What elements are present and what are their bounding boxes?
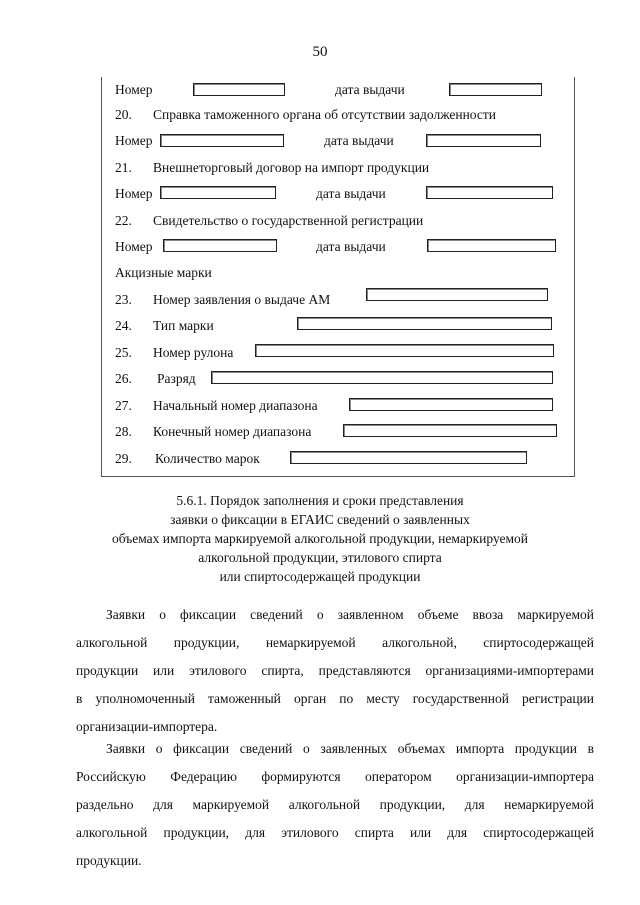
item-number: 28. [115,424,132,439]
customs-certificate-label: Справка таможенного органа об отсутствии задолженности [153,107,497,122]
registration-certificate-label: Свидетельство о государственной регистрации [153,213,424,228]
item-number: 21. [115,160,132,175]
section-heading-line: заявки о фиксации в ЕГАИС сведений о заявленных [170,512,470,527]
stamp-count-label: Количество марок [155,451,260,466]
paragraph-line: алкогольной продукции, немаркируемой алкогольной, спиртосодержащей [76,635,594,650]
excise-stamps-header: Акцизные марки [115,265,212,280]
date-label: дата выдачи [316,186,386,201]
item-number: 24. [115,318,132,333]
paragraph-line: раздельно для маркируемой алкогольной продукции, для немаркируемой [76,797,594,812]
trade-contract-number-field[interactable] [160,186,276,199]
date-label: дата выдачи [324,133,394,148]
range-end-field[interactable] [343,424,557,437]
application-number-label: Номер заявления о выдаче АМ [153,292,331,307]
section-heading-line: объемах импорта маркируемой алкогольной продукции, немаркируемой [111,531,529,546]
roll-number-field[interactable] [255,344,554,357]
digit-class-field[interactable] [211,371,553,384]
item-number: 23. [115,292,132,307]
paragraph-line: в уполномоченный таможенный орган по месту государственной регистрации [76,691,594,706]
page-number: 50 [312,44,328,60]
paragraph-line: Заявки о фиксации сведений о заявленных объемах импорта продукции в [106,741,594,756]
digit-class-label: Разряд [157,371,196,386]
number-field[interactable] [193,83,285,96]
date-field[interactable] [449,83,542,96]
number-label: Номер [115,133,153,148]
stamp-type-label: Тип марки [153,318,214,333]
trade-contract-label: Внешнеторговый договор на импорт продукции [153,160,430,175]
registration-date-field[interactable] [427,239,556,252]
paragraph-line: продукции. [76,853,142,868]
number-label: Номер [115,82,153,97]
date-label: дата выдачи [335,82,405,97]
paragraph-line: алкогольной продукции, для этилового спирта или для спиртосодержащей [76,825,594,840]
item-number: 20. [115,107,132,122]
registration-number-field[interactable] [163,239,277,252]
range-end-label: Конечный номер диапазона [153,424,312,439]
paragraph-line: продукции или этилового спирта, представляются организациями-импортерами [76,663,594,678]
paragraph-line: организации-импортера. [76,719,218,734]
item-number: 22. [115,213,132,228]
section-heading [0,491,640,586]
date-label: дата выдачи [316,239,386,254]
customs-certificate-date-field[interactable] [426,134,541,147]
customs-certificate-number-field[interactable] [160,134,284,147]
stamp-count-field[interactable] [290,451,527,464]
number-label: Номер [115,239,153,254]
section-heading-line: алкогольной продукции, этилового спирта [198,550,442,565]
paragraph-line: Российскую Федерацию формируются оператором организации-импортера [76,769,594,784]
item-number: 26. [115,371,132,386]
item-number: 27. [115,398,132,413]
item-number: 25. [115,345,132,360]
section-heading-line: 5.6.1. Порядок заполнения и сроки представления [176,493,464,508]
paragraph-2 [76,735,594,875]
number-label: Номер [115,186,153,201]
range-start-label: Начальный номер диапазона [153,398,318,413]
application-number-field[interactable] [366,288,548,301]
range-start-field[interactable] [349,398,553,411]
paragraph-1 [76,601,594,741]
paragraph-line: Заявки о фиксации сведений о заявленном объеме ввоза маркируемой [106,607,594,622]
trade-contract-date-field[interactable] [426,186,553,199]
section-heading-line: или спиртосодержащей продукции [219,569,421,584]
stamp-type-field[interactable] [297,317,552,330]
roll-number-label: Номер рулона [153,345,234,360]
item-number: 29. [115,451,132,466]
